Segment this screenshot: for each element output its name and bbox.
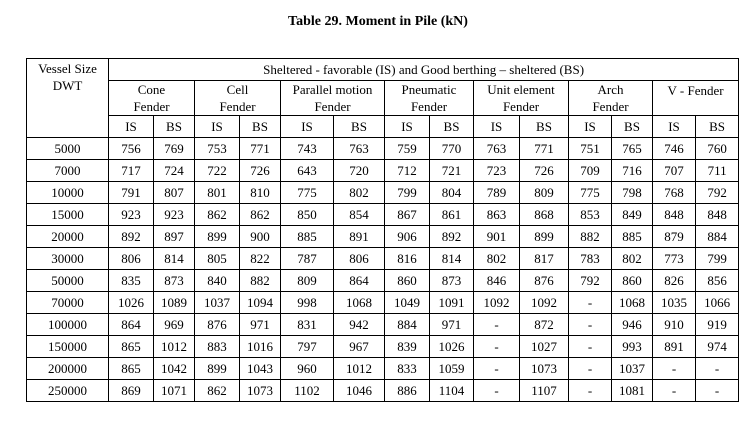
moment-value-cell: 1012: [154, 336, 195, 358]
sub-header: IS: [281, 116, 334, 138]
moment-value-cell: -: [696, 358, 739, 380]
moment-value-cell: 846: [474, 270, 520, 292]
moment-value-cell: -: [696, 380, 739, 402]
moment-value-cell: 910: [653, 314, 696, 336]
moment-value-cell: 1081: [612, 380, 653, 402]
moment-value-cell: 906: [385, 226, 430, 248]
moment-value-cell: 768: [653, 182, 696, 204]
moment-value-cell: 769: [154, 138, 195, 160]
moment-value-cell: 923: [154, 204, 195, 226]
moment-value-cell: 862: [240, 204, 281, 226]
moment-value-cell: 763: [474, 138, 520, 160]
moment-value-cell: 879: [653, 226, 696, 248]
moment-value-cell: -: [569, 380, 612, 402]
moment-value-cell: 765: [612, 138, 653, 160]
moment-value-cell: 1066: [696, 292, 739, 314]
table-row: [27, 380, 739, 402]
sub-header: IS: [195, 116, 240, 138]
moment-value-cell: 802: [612, 248, 653, 270]
moment-value-cell: 849: [612, 204, 653, 226]
vessel-size-cell: 7000: [27, 160, 109, 182]
moment-value-cell: 726: [240, 160, 281, 182]
moment-value-cell: 787: [281, 248, 334, 270]
moment-value-cell: 884: [696, 226, 739, 248]
moment-value-cell: 1073: [240, 380, 281, 402]
moment-value-cell: 711: [696, 160, 739, 182]
moment-value-cell: 892: [109, 226, 154, 248]
moment-value-cell: 872: [520, 314, 569, 336]
moment-value-cell: 885: [612, 226, 653, 248]
sub-header: BS: [520, 116, 569, 138]
moment-value-cell: 643: [281, 160, 334, 182]
moment-value-cell: 969: [154, 314, 195, 336]
moment-value-cell: 923: [109, 204, 154, 226]
sub-header: IS: [569, 116, 612, 138]
moment-value-cell: 1073: [520, 358, 569, 380]
moment-value-cell: -: [474, 358, 520, 380]
moment-value-cell: 974: [696, 336, 739, 358]
moment-value-cell: 717: [109, 160, 154, 182]
sub-header: IS: [385, 116, 430, 138]
moment-value-cell: 886: [385, 380, 430, 402]
moment-value-cell: 814: [154, 248, 195, 270]
condition-span-header: Sheltered - favorable (IS) and Good berthing – sheltered (BS): [109, 59, 739, 81]
moment-value-cell: 865: [109, 336, 154, 358]
moment-value-cell: 763: [334, 138, 385, 160]
sub-header: BS: [430, 116, 474, 138]
moment-value-cell: 960: [281, 358, 334, 380]
moment-value-cell: 1027: [520, 336, 569, 358]
table-row: [27, 182, 739, 204]
table-body: [27, 138, 739, 402]
moment-value-cell: 1094: [240, 292, 281, 314]
moment-value-cell: 771: [520, 138, 569, 160]
moment-value-cell: -: [474, 380, 520, 402]
vessel-size-cell: 50000: [27, 270, 109, 292]
moment-value-cell: 1035: [653, 292, 696, 314]
moment-value-cell: 882: [569, 226, 612, 248]
vessel-size-cell: 150000: [27, 336, 109, 358]
moment-value-cell: -: [474, 336, 520, 358]
moment-value-cell: 1068: [334, 292, 385, 314]
moment-value-cell: 810: [240, 182, 281, 204]
moment-value-cell: -: [653, 380, 696, 402]
moment-value-cell: 848: [696, 204, 739, 226]
table-row: [27, 292, 739, 314]
moment-value-cell: 899: [195, 226, 240, 248]
table-row: [27, 358, 739, 380]
moment-value-cell: 901: [474, 226, 520, 248]
moment-value-cell: 723: [474, 160, 520, 182]
moment-value-cell: 716: [612, 160, 653, 182]
moment-value-cell: 1068: [612, 292, 653, 314]
moment-value-cell: 726: [520, 160, 569, 182]
moment-value-cell: 833: [385, 358, 430, 380]
moment-value-cell: -: [569, 314, 612, 336]
moment-value-cell: 831: [281, 314, 334, 336]
moment-value-cell: 1071: [154, 380, 195, 402]
moment-value-cell: 883: [195, 336, 240, 358]
moment-value-cell: 899: [520, 226, 569, 248]
moment-value-cell: 853: [569, 204, 612, 226]
moment-value-cell: 1037: [612, 358, 653, 380]
table-row: [27, 270, 739, 292]
moment-value-cell: 971: [430, 314, 474, 336]
vessel-size-header: [27, 59, 109, 138]
moment-value-cell: 759: [385, 138, 430, 160]
moment-value-cell: 816: [385, 248, 430, 270]
moment-value-cell: 709: [569, 160, 612, 182]
moment-value-cell: 805: [195, 248, 240, 270]
moment-value-cell: 876: [520, 270, 569, 292]
moment-value-cell: -: [569, 358, 612, 380]
moment-value-cell: 840: [195, 270, 240, 292]
table-row: [27, 138, 739, 160]
table-row: [27, 204, 739, 226]
moment-value-cell: 771: [240, 138, 281, 160]
moment-value-cell: 1092: [474, 292, 520, 314]
table-caption: Table 29. Moment in Pile (kN): [288, 14, 468, 29]
moment-value-cell: 753: [195, 138, 240, 160]
moment-value-cell: 1091: [430, 292, 474, 314]
vessel-size-cell: 5000: [27, 138, 109, 160]
moment-value-cell: 1012: [334, 358, 385, 380]
moment-value-cell: 721: [430, 160, 474, 182]
moment-value-cell: -: [653, 358, 696, 380]
group-header-unit-element: Unit element Fender: [474, 81, 569, 116]
moment-value-cell: 869: [109, 380, 154, 402]
sub-header: BS: [334, 116, 385, 138]
moment-value-cell: 746: [653, 138, 696, 160]
group-header-arch: Arch Fender: [569, 81, 653, 116]
moment-value-cell: 801: [195, 182, 240, 204]
moment-value-cell: 1059: [430, 358, 474, 380]
moment-value-cell: 1026: [109, 292, 154, 314]
moment-value-cell: 864: [109, 314, 154, 336]
moment-value-cell: 1046: [334, 380, 385, 402]
moment-value-cell: 792: [569, 270, 612, 292]
moment-value-cell: 807: [154, 182, 195, 204]
moment-value-cell: 720: [334, 160, 385, 182]
moment-value-cell: 712: [385, 160, 430, 182]
moment-value-cell: 993: [612, 336, 653, 358]
table-row: [27, 248, 739, 270]
moment-value-cell: 806: [109, 248, 154, 270]
moment-value-cell: 756: [109, 138, 154, 160]
table-row: [27, 226, 739, 248]
moment-value-cell: 882: [240, 270, 281, 292]
moment-value-cell: 799: [696, 248, 739, 270]
vessel-size-cell: 250000: [27, 380, 109, 402]
header-row-groups: [27, 81, 739, 116]
moment-value-cell: 900: [240, 226, 281, 248]
moment-value-cell: 919: [696, 314, 739, 336]
moment-value-cell: 817: [520, 248, 569, 270]
moment-value-cell: 1043: [240, 358, 281, 380]
table-row: [27, 160, 739, 182]
moment-value-cell: 792: [696, 182, 739, 204]
vessel-size-cell: 30000: [27, 248, 109, 270]
moment-value-cell: 1107: [520, 380, 569, 402]
moment-value-cell: 804: [430, 182, 474, 204]
moment-value-cell: -: [569, 336, 612, 358]
moment-value-cell: 867: [385, 204, 430, 226]
moment-value-cell: 1049: [385, 292, 430, 314]
moment-value-cell: 862: [195, 380, 240, 402]
moment-value-cell: 885: [281, 226, 334, 248]
moment-value-cell: 848: [653, 204, 696, 226]
moment-in-pile-table: [26, 58, 739, 402]
vessel-size-cell: 100000: [27, 314, 109, 336]
sub-header: IS: [474, 116, 520, 138]
moment-value-cell: 806: [334, 248, 385, 270]
group-header-parallel-motion: Parallel motion Fender: [281, 81, 385, 116]
moment-value-cell: 1016: [240, 336, 281, 358]
sub-header: BS: [696, 116, 739, 138]
moment-value-cell: 773: [653, 248, 696, 270]
moment-value-cell: 861: [430, 204, 474, 226]
vessel-size-cell: 10000: [27, 182, 109, 204]
vessel-size-cell: 70000: [27, 292, 109, 314]
group-header-cone: Cone Fender: [109, 81, 195, 116]
moment-value-cell: 891: [653, 336, 696, 358]
moment-value-cell: 835: [109, 270, 154, 292]
moment-value-cell: 998: [281, 292, 334, 314]
moment-value-cell: 863: [474, 204, 520, 226]
moment-value-cell: 892: [430, 226, 474, 248]
moment-value-cell: 724: [154, 160, 195, 182]
sub-header: BS: [240, 116, 281, 138]
moment-value-cell: 1089: [154, 292, 195, 314]
vessel-size-label: Vessel Size: [38, 61, 97, 76]
moment-value-cell: 802: [334, 182, 385, 204]
group-header-cell: Cell Fender: [195, 81, 281, 116]
moment-value-cell: 791: [109, 182, 154, 204]
sub-header: IS: [109, 116, 154, 138]
moment-value-cell: 854: [334, 204, 385, 226]
moment-value-cell: 826: [653, 270, 696, 292]
moment-value-cell: 899: [195, 358, 240, 380]
moment-value-cell: 860: [612, 270, 653, 292]
moment-value-cell: 802: [474, 248, 520, 270]
moment-value-cell: 814: [430, 248, 474, 270]
moment-value-cell: 797: [281, 336, 334, 358]
moment-value-cell: 860: [385, 270, 430, 292]
moment-value-cell: 809: [281, 270, 334, 292]
moment-value-cell: 1104: [430, 380, 474, 402]
moment-value-cell: -: [569, 292, 612, 314]
vessel-size-cell: 15000: [27, 204, 109, 226]
moment-value-cell: 822: [240, 248, 281, 270]
moment-value-cell: 864: [334, 270, 385, 292]
moment-value-cell: 873: [154, 270, 195, 292]
moment-value-cell: 868: [520, 204, 569, 226]
vessel-size-cell: 20000: [27, 226, 109, 248]
moment-value-cell: 751: [569, 138, 612, 160]
moment-value-cell: 873: [430, 270, 474, 292]
moment-value-cell: 897: [154, 226, 195, 248]
moment-value-cell: 876: [195, 314, 240, 336]
header-row-sub: [27, 116, 739, 138]
moment-value-cell: 743: [281, 138, 334, 160]
vessel-size-cell: 200000: [27, 358, 109, 380]
moment-value-cell: 967: [334, 336, 385, 358]
moment-value-cell: 865: [109, 358, 154, 380]
dwt-label: DWT: [52, 78, 83, 93]
moment-value-cell: 707: [653, 160, 696, 182]
moment-value-cell: 760: [696, 138, 739, 160]
moment-value-cell: 1026: [430, 336, 474, 358]
moment-value-cell: 722: [195, 160, 240, 182]
sub-header: BS: [154, 116, 195, 138]
moment-value-cell: 1037: [195, 292, 240, 314]
moment-value-cell: 798: [612, 182, 653, 204]
moment-value-cell: 856: [696, 270, 739, 292]
moment-value-cell: 946: [612, 314, 653, 336]
moment-value-cell: 789: [474, 182, 520, 204]
moment-value-cell: 839: [385, 336, 430, 358]
moment-value-cell: 775: [281, 182, 334, 204]
moment-value-cell: 862: [195, 204, 240, 226]
moment-value-cell: 770: [430, 138, 474, 160]
moment-value-cell: 1042: [154, 358, 195, 380]
moment-value-cell: 884: [385, 314, 430, 336]
group-header-v-fender: V - Fender: [653, 81, 739, 116]
sub-header: BS: [612, 116, 653, 138]
table-row: [27, 314, 739, 336]
header-row-span: [27, 59, 739, 81]
moment-value-cell: 850: [281, 204, 334, 226]
sub-header: IS: [653, 116, 696, 138]
moment-value-cell: 809: [520, 182, 569, 204]
moment-value-cell: 1102: [281, 380, 334, 402]
group-header-pneumatic: Pneumatic Fender: [385, 81, 474, 116]
moment-value-cell: 799: [385, 182, 430, 204]
moment-value-cell: 775: [569, 182, 612, 204]
moment-value-cell: 1092: [520, 292, 569, 314]
table-row: [27, 336, 739, 358]
moment-value-cell: 942: [334, 314, 385, 336]
moment-value-cell: -: [474, 314, 520, 336]
moment-value-cell: 783: [569, 248, 612, 270]
moment-value-cell: 891: [334, 226, 385, 248]
moment-value-cell: 971: [240, 314, 281, 336]
